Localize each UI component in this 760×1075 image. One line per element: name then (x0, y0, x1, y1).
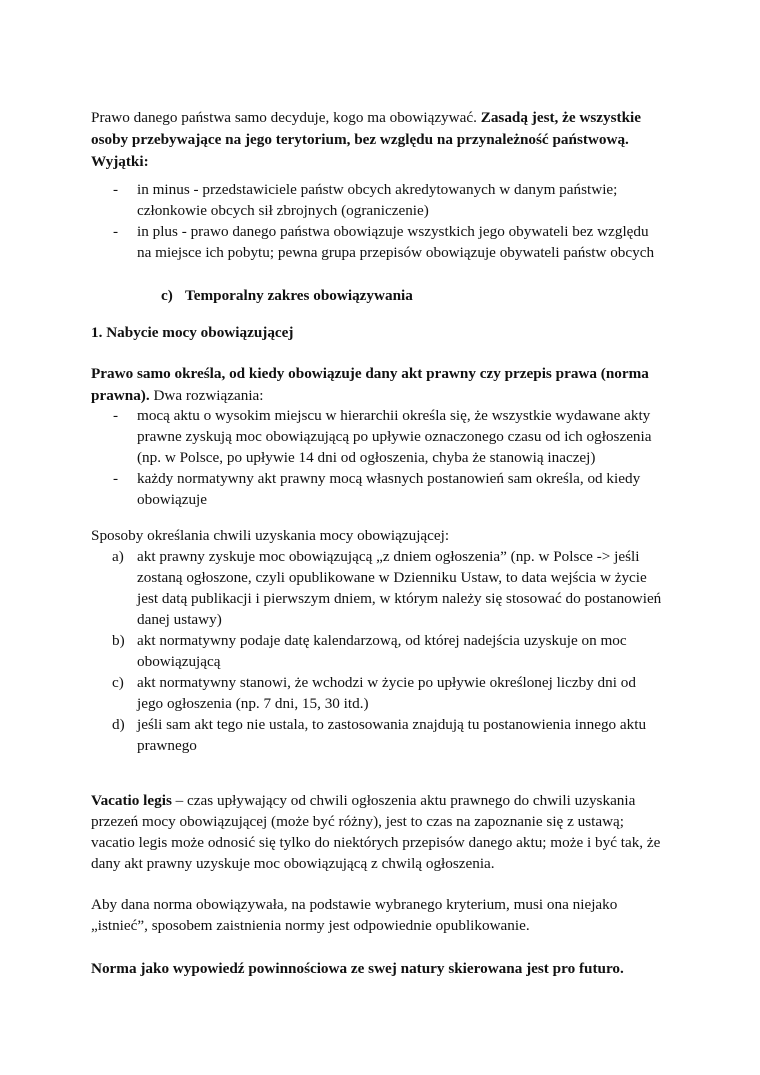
list-label: a) (112, 548, 124, 565)
list-marker: - (113, 223, 119, 240)
list-marker: - (113, 407, 119, 424)
p4-line-2: „istnieć”, sposobem zaistnienia normy jest odpowiednie opublikowanie. (91, 917, 530, 934)
solution-item-line: prawne zyskują moc obowiązującą po upływie oznaczonego czasu od ich ogłoszenia (137, 428, 652, 445)
vacatio-term: Vacatio legis (91, 792, 172, 809)
p2-line-2: prawna). Dwa rozwiązania: (91, 387, 264, 404)
section-title: Temporalny zakres obowiązywania (185, 287, 413, 304)
section-letter: c) (161, 287, 173, 304)
method-item-line: jego ogłoszenia (np. 7 dni, 15, 30 itd.) (137, 695, 369, 712)
heading-nabycie: 1. Nabycie mocy obowiązującej (91, 324, 294, 341)
solution-item-line: (np. w Polsce, po upływie 14 dni od ogłoszenia, chyba że stanowią inaczej) (137, 449, 596, 466)
method-item-line: obowiązującą (137, 653, 221, 670)
solution-item-line: mocą aktu o wysokim miejscu w hierarchii określa się, że wszystkie wydawane akty (137, 407, 651, 424)
vacatio-line-3: vacatio legis może odnosić się tylko do niektórych przepisów danego aktu; może i być tak, że (91, 834, 661, 851)
p1-line-1: Prawo danego państwa samo decyduje, kogo ma obowiązywać. Zasadą jest, że wszystkie (91, 109, 641, 126)
list-marker: - (113, 181, 119, 198)
p1-line-2: osoby przebywające na jego terytorium, bez względu na przynależność państwową. (91, 131, 629, 148)
p2-line-1: Prawo samo określa, od kiedy obowiązuje dany akt prawny czy przepis prawa (norma (91, 365, 649, 382)
p4-line-1: Aby dana norma obowiązywała, na podstawie wybranego kryterium, musi ona niejako (91, 896, 618, 913)
method-item-line: jest datą publikacji i pierwszym dniem, w którym należy się stosować do postanowień (137, 590, 662, 607)
method-item-line: akt prawny zyskuje moc obowiązującą „z dniem ogłoszenia” (np. w Polsce -> jeśli (137, 548, 640, 565)
vacatio-line-1: Vacatio legis – czas upływający od chwili ogłoszenia aktu prawnego do chwili uzyskania (91, 792, 636, 809)
p5-closing-statement: Norma jako wypowiedź powinnościowa ze swej natury skierowana jest pro futuro. (91, 960, 624, 977)
list-marker: - (113, 470, 119, 487)
method-item-line: jeśli sam akt tego nie ustala, to zastosowania znajdują tu postanowienia innego aktu (137, 716, 647, 733)
p3: Sposoby określania chwili uzyskania mocy obowiązującej: (91, 527, 450, 544)
solution-item-line: obowiązuje (137, 491, 208, 508)
list-label: b) (112, 632, 125, 649)
exception-item-line: członkowie obcych sił zbrojnych (ograniczenie) (137, 202, 429, 219)
list-label: d) (112, 716, 125, 733)
exception-item-line: in minus - przedstawiciele państw obcych akredytowanych w danym państwie; (137, 181, 618, 198)
method-item-line: akt normatywny stanowi, że wchodzi w życie po upływie określonej liczby dni od (137, 674, 636, 691)
method-item-line: prawnego (137, 737, 197, 754)
method-item-line: danej ustawy) (137, 611, 222, 628)
solution-item-line: każdy normatywny akt prawny mocą własnych postanowień sam określa, od kiedy (137, 470, 641, 487)
method-item-line: zostaną ogłoszone, czyli opublikowane w Dzienniku Ustaw, to data wejścia w życie (137, 569, 647, 586)
method-item-line: akt normatywny podaje datę kalendarzową, od której nadejścia uzyskuje on moc (137, 632, 627, 649)
vacatio-line-4: dany akt prawny uzyskuje moc obowiązującą z chwilą ogłoszenia. (91, 855, 495, 872)
exceptions-heading: Wyjątki: (91, 153, 149, 170)
vacatio-line-2: przezeń mocy obowiązującej (może być różny), jest to czas na zapoznanie się z ustawą; (91, 813, 625, 830)
exception-item-line: na miejsce ich pobytu; pewna grupa przepisów obowiązuje obywateli państw obcych (137, 244, 655, 261)
list-label: c) (112, 674, 124, 691)
exception-item-line: in plus - prawo danego państwa obowiązuje wszystkich jego obywateli bez względu (137, 223, 649, 240)
